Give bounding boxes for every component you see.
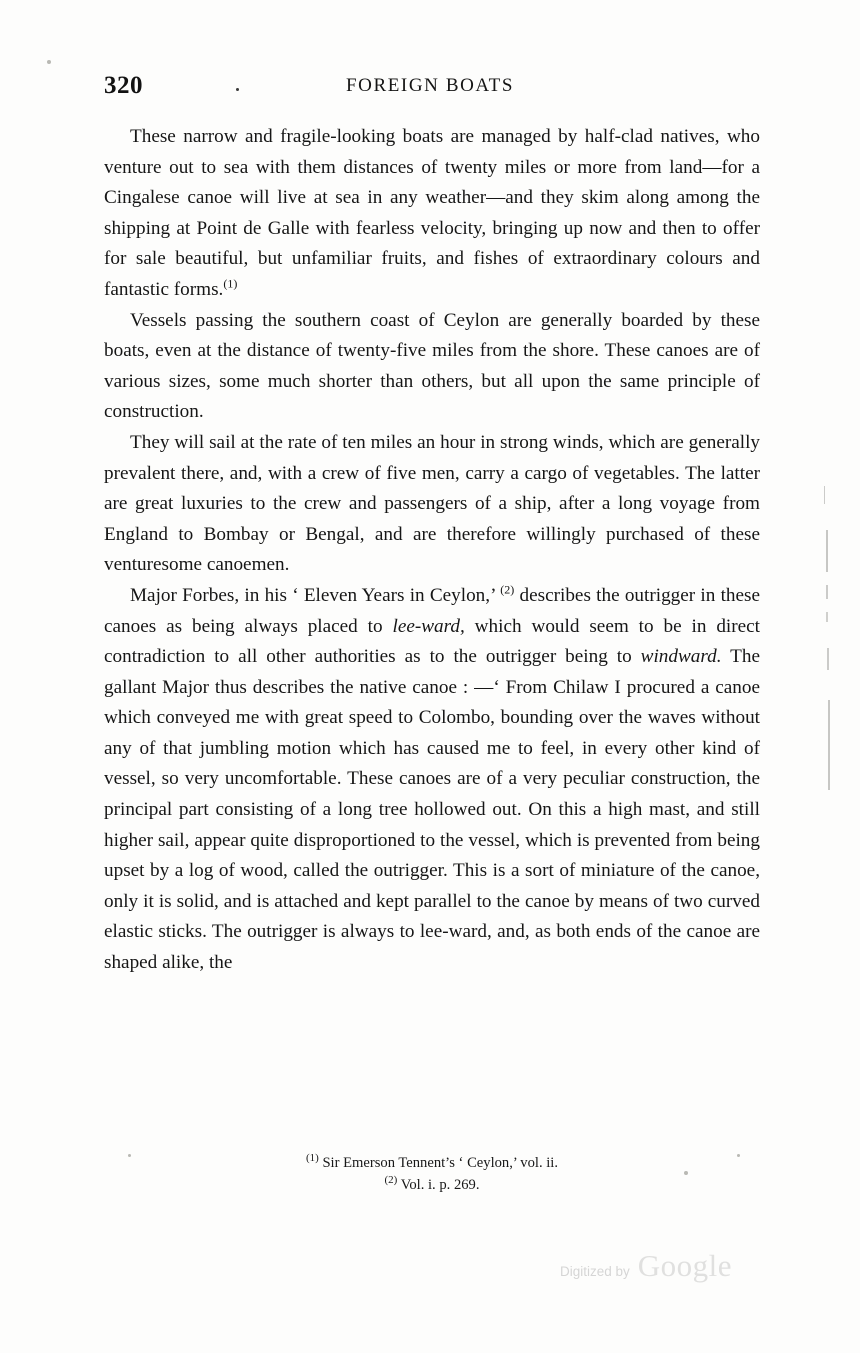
footnote-1-text: Sir Emerson Tennent’s ‘ Ceylon,’ vol. ii. [318, 1155, 559, 1171]
scan-speck [47, 60, 51, 64]
paragraph-3: They will sail at the rate of ten miles an hour in strong winds, which are generally prevalent there, and, with a crew of five men, carry a cargo of vegetables. The latter are great luxuries to the crew and passengers of a ship, after a long voyage from England to Bombay or Bengal, and are therefore willingly purchased of these venturesome canoemen. [104, 431, 760, 576]
footnote-1 [104, 1152, 760, 1174]
footnote-ref-1[interactable]: (1) [223, 276, 238, 291]
page-edge-mark [826, 612, 828, 622]
page-edge-mark [828, 700, 830, 790]
paragraph-1 [104, 122, 760, 306]
paragraph-4-segment-1: Major Forbes, in his ‘ Eleven Years in Ceylon,’ [130, 584, 501, 606]
digitized-watermark [560, 1248, 800, 1288]
paragraph-2: Vessels passing the southern coast of Ceylon are generally boarded by these boats, even at the distance of twenty-five miles from the shore. These canoes are of various sizes, some much shorter than others, but all upon the same principle of construction. [104, 309, 760, 423]
footnote-2-text: Vol. i. p. 269. [397, 1177, 480, 1193]
footnote-1-marker: (1) [305, 1152, 319, 1165]
footnote-2 [104, 1174, 760, 1196]
page-number: 320 [104, 72, 143, 99]
paragraph-1-text: These narrow and fragile-looking boats are managed by half-clad natives, who venture out to sea with them distances of twenty miles or more from land—for a Cingalese canoe will live at sea in any weather—and they skim along among the shipping at Point de Galle with fearless velocity, bringing up now and then to offer for sale beautiful, but unfamiliar fruits, and fishes of extraordinary colours and fantastic forms. [104, 126, 760, 300]
running-title: FOREIGN BOATS [345, 75, 515, 96]
body-text [104, 122, 760, 979]
watermark-brand: Google [637, 1248, 733, 1283]
footnote-ref-2[interactable]: (2) [500, 582, 515, 597]
paragraph-4-segment-4: The gallant Major thus describes the native canoe : —‘ From Chilaw I procured a canoe which conveyed me with great speed to Colombo, bounding over the waves without any of that jumbling motion which has caused me to feel, in every other kind of vessel, so very uncomfortable. These canoes are of a very peculiar construction, the principal part consisting of a long tree hollowed out. On this a high mast, and still higher sail, appear quite disproportioned to the vessel, which is prevented from being upset by a log of wood, called the outrigger. This is a sort of miniature of the canoe, only it is solid, and is attached and kept parallel to the canoe by means of two curved elastic sticks. The outrigger is always to lee-ward, and, as both ends of the canoe are shaped alike, the [104, 646, 760, 974]
footnote-block [104, 1152, 760, 1196]
emphasis-windward: windward. [640, 646, 722, 668]
watermark-label: Digitized by [560, 1264, 630, 1279]
paragraph-4-segment-3: which would seem to be in direct contradiction to all other authorities as to the outrigger being to [104, 615, 760, 668]
page-edge-mark [826, 585, 828, 599]
page-edge-mark [824, 486, 825, 504]
paragraph-4-segment-2: describes the outrigger in these canoes as being always placed to [104, 584, 760, 637]
paragraph-4 [104, 581, 760, 979]
page-edge-mark [827, 648, 829, 670]
emphasis-leeward: lee-ward, [392, 615, 465, 637]
page-header [0, 72, 860, 98]
page-edge-mark [826, 530, 828, 572]
footnote-2-marker: (2) [384, 1174, 398, 1187]
